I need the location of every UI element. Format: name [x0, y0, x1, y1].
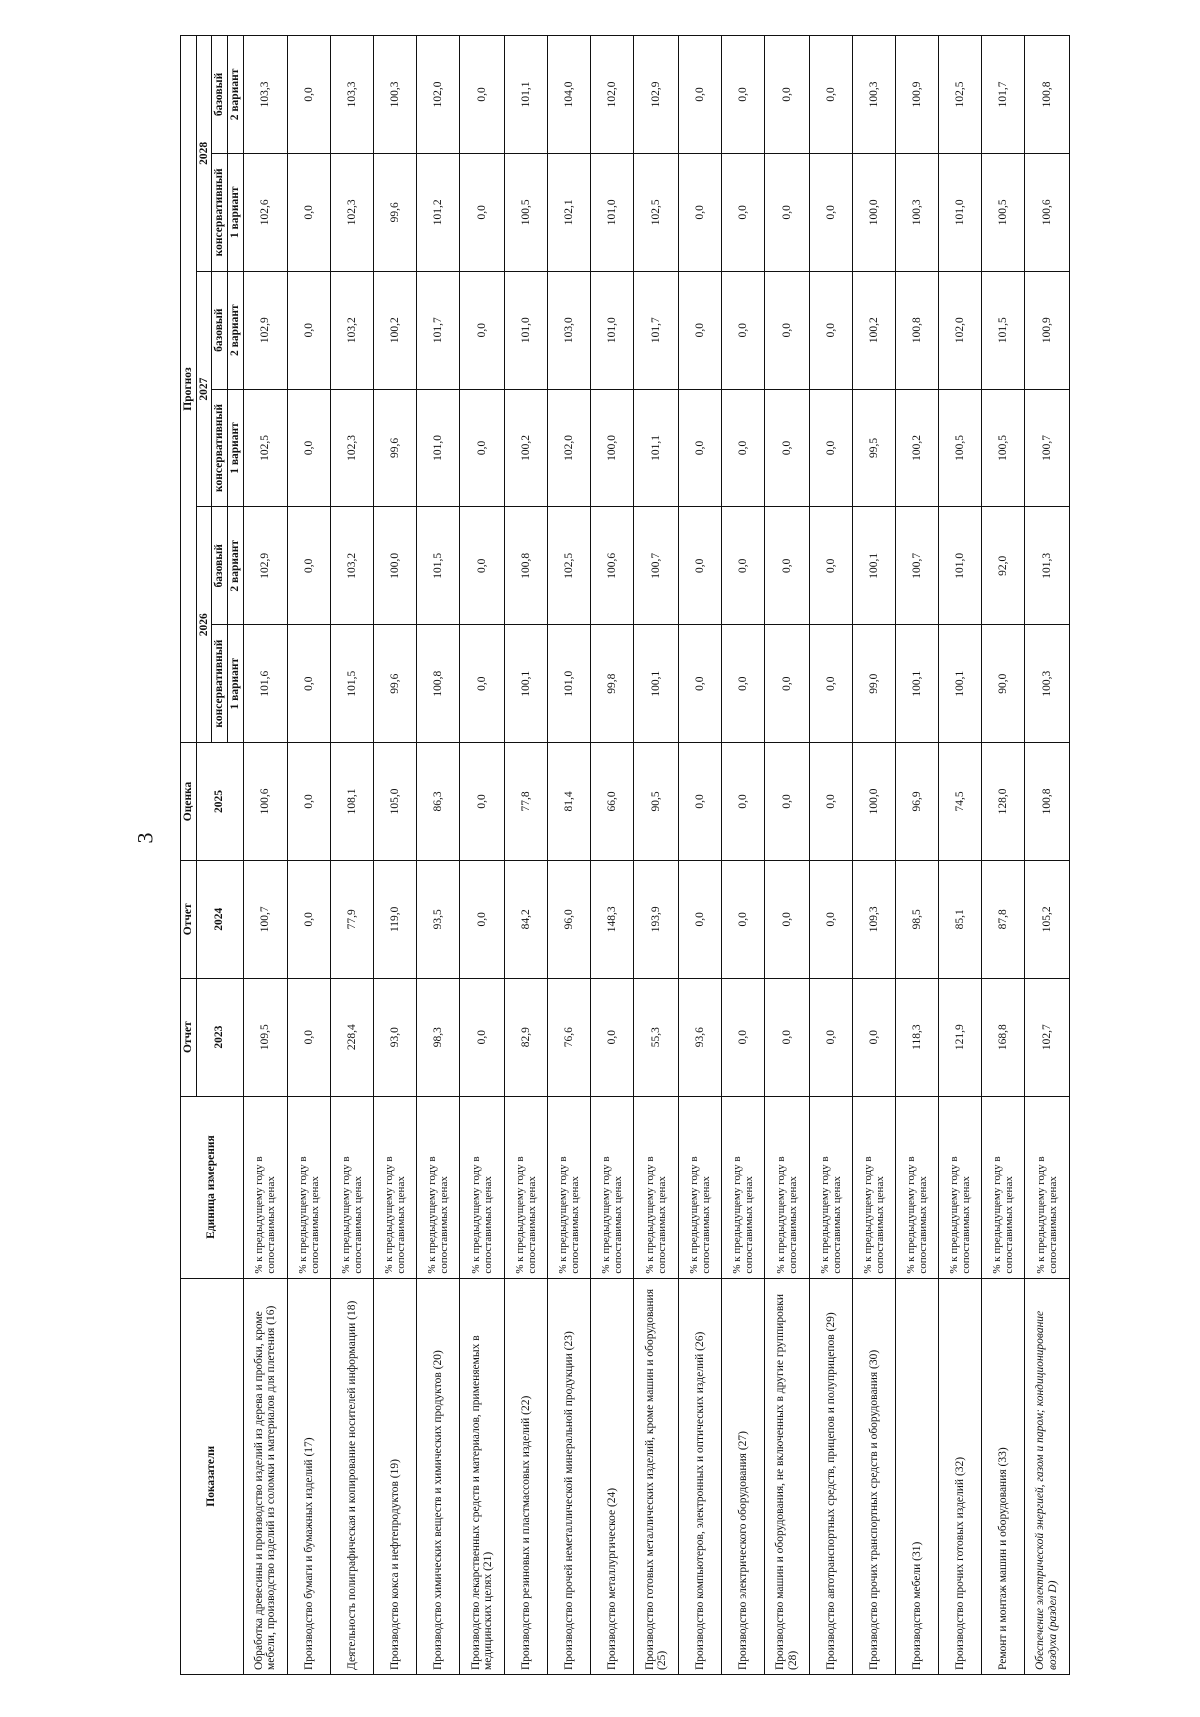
table-row: [374, 36, 417, 1675]
value-cell: 100,0: [852, 153, 895, 271]
value-cell: 0,0: [460, 271, 505, 389]
row-unit: % к предыдущему году в сопоставимых ценах: [852, 1096, 895, 1278]
value-cell: 0,0: [852, 978, 895, 1096]
value-cell: 0,0: [765, 36, 810, 154]
value-cell: 105,0: [374, 743, 417, 861]
table-row: [331, 36, 374, 1675]
header-year-2025: 2025: [196, 743, 243, 861]
row-indicator-name: Ремонт и монтаж машин и оборудования (33): [982, 1278, 1025, 1674]
row-unit: % к предыдущему году в сопоставимых ценах: [722, 1096, 765, 1278]
value-cell: 90,0: [982, 625, 1025, 743]
header-variant-1: 1 вариант: [227, 389, 243, 507]
header-variant-1: 1 вариант: [227, 625, 243, 743]
value-cell: 100,3: [895, 153, 938, 271]
value-cell: 100,2: [374, 271, 417, 389]
value-cell: 101,6: [243, 625, 288, 743]
value-cell: 100,1: [895, 625, 938, 743]
value-cell: 100,6: [1025, 153, 1070, 271]
value-cell: 100,1: [505, 625, 548, 743]
header-forecast: Прогноз: [181, 36, 197, 743]
table-row: [939, 36, 982, 1675]
value-cell: 100,5: [505, 153, 548, 271]
value-cell: 81,4: [548, 743, 591, 861]
value-cell: 102,6: [243, 153, 288, 271]
value-cell: 86,3: [417, 743, 460, 861]
row-unit: % к предыдущему году в сопоставимых ценах: [374, 1096, 417, 1278]
value-cell: 100,1: [939, 625, 982, 743]
value-cell: 0,0: [722, 625, 765, 743]
table-row: [722, 36, 765, 1675]
value-cell: 93,5: [417, 860, 460, 978]
value-cell: 0,0: [679, 625, 722, 743]
value-cell: 101,0: [939, 507, 982, 625]
value-cell: 100,5: [982, 389, 1025, 507]
value-cell: 0,0: [765, 271, 810, 389]
table-row: [895, 36, 938, 1675]
value-cell: 0,0: [288, 271, 331, 389]
value-cell: 102,7: [1025, 978, 1070, 1096]
rotated-table-container: [180, 35, 1070, 1675]
value-cell: 104,0: [548, 36, 591, 154]
row-unit: % к предыдущему году в сопоставимых ценах: [679, 1096, 722, 1278]
header-estimate: Оценка: [181, 743, 197, 861]
header-indicator: Показатели: [181, 1278, 244, 1674]
value-cell: 100,3: [1025, 625, 1070, 743]
table-row: [288, 36, 331, 1675]
header-basic: базовый: [212, 271, 228, 389]
value-cell: 100,0: [852, 743, 895, 861]
value-cell: 128,0: [982, 743, 1025, 861]
row-unit: % к предыдущему году в сопоставимых ценах: [809, 1096, 852, 1278]
table-row: [634, 36, 679, 1675]
row-indicator-name: Производство кокса и нефтепродуктов (19): [374, 1278, 417, 1674]
value-cell: 0,0: [722, 978, 765, 1096]
value-cell: 0,0: [809, 978, 852, 1096]
forecast-table: [180, 35, 1070, 1675]
header-unit: Единица измерения: [181, 1096, 244, 1278]
page-number: 3: [132, 832, 158, 844]
value-cell: 102,3: [331, 389, 374, 507]
value-cell: 0,0: [765, 978, 810, 1096]
value-cell: 96,0: [548, 860, 591, 978]
value-cell: 101,7: [417, 271, 460, 389]
table-row: [417, 36, 460, 1675]
value-cell: 0,0: [679, 389, 722, 507]
value-cell: 119,0: [374, 860, 417, 978]
header-basic: базовый: [212, 36, 228, 154]
value-cell: 0,0: [765, 860, 810, 978]
value-cell: 168,8: [982, 978, 1025, 1096]
table-row: [982, 36, 1025, 1675]
value-cell: 99,0: [852, 625, 895, 743]
table-row: [505, 36, 548, 1675]
value-cell: 0,0: [765, 507, 810, 625]
row-unit: % к предыдущему году в сопоставимых ценах: [288, 1096, 331, 1278]
table-row: [1025, 36, 1070, 1675]
value-cell: 101,0: [417, 389, 460, 507]
value-cell: 0,0: [722, 271, 765, 389]
value-cell: 102,5: [548, 507, 591, 625]
row-indicator-name: Производство мебели (31): [895, 1278, 938, 1674]
value-cell: 0,0: [765, 743, 810, 861]
value-cell: 0,0: [460, 743, 505, 861]
value-cell: 0,0: [722, 743, 765, 861]
value-cell: 0,0: [679, 153, 722, 271]
table-row: [591, 36, 634, 1675]
value-cell: 98,3: [417, 978, 460, 1096]
value-cell: 101,1: [505, 36, 548, 154]
value-cell: 0,0: [722, 507, 765, 625]
value-cell: 0,0: [809, 860, 852, 978]
row-indicator-name: Производство лекарственных средств и материалов, применяемых в медицинских целях (21): [460, 1278, 505, 1674]
value-cell: 0,0: [809, 389, 852, 507]
value-cell: 0,0: [722, 36, 765, 154]
row-unit: % к предыдущему году в сопоставимых ценах: [982, 1096, 1025, 1278]
row-indicator-name: Производство прочих готовых изделий (32): [939, 1278, 982, 1674]
value-cell: 100,3: [852, 36, 895, 154]
value-cell: 100,9: [1025, 271, 1070, 389]
header-variant-2: 2 вариант: [227, 36, 243, 154]
value-cell: 0,0: [460, 625, 505, 743]
value-cell: 109,3: [852, 860, 895, 978]
value-cell: 100,7: [634, 507, 679, 625]
value-cell: 55,3: [634, 978, 679, 1096]
row-unit: % к предыдущему году в сопоставимых ценах: [548, 1096, 591, 1278]
value-cell: 0,0: [591, 978, 634, 1096]
row-unit: % к предыдущему году в сопоставимых ценах: [895, 1096, 938, 1278]
value-cell: 0,0: [288, 153, 331, 271]
header-report-2023: Отчет: [181, 978, 197, 1096]
row-indicator-name: Производство бумаги и бумажных изделий (17): [288, 1278, 331, 1674]
value-cell: 76,6: [548, 978, 591, 1096]
value-cell: 100,0: [374, 507, 417, 625]
row-indicator-name: Производство компьютеров, электронных и оптических изделий (26): [679, 1278, 722, 1674]
value-cell: 100,2: [505, 389, 548, 507]
value-cell: 102,5: [939, 36, 982, 154]
value-cell: 101,7: [634, 271, 679, 389]
value-cell: 102,9: [243, 507, 288, 625]
value-cell: 0,0: [809, 625, 852, 743]
value-cell: 102,3: [331, 153, 374, 271]
value-cell: 102,1: [548, 153, 591, 271]
row-indicator-name: Производство машин и оборудования, не включенных в другие группировки (28): [765, 1278, 810, 1674]
header-year-2027: 2027: [196, 271, 212, 507]
value-cell: 100,6: [243, 743, 288, 861]
value-cell: 101,0: [548, 625, 591, 743]
table-row: [243, 36, 288, 1675]
value-cell: 0,0: [722, 860, 765, 978]
value-cell: 102,5: [634, 153, 679, 271]
value-cell: 0,0: [460, 978, 505, 1096]
value-cell: 102,0: [417, 36, 460, 154]
value-cell: 108,1: [331, 743, 374, 861]
value-cell: 0,0: [722, 153, 765, 271]
row-unit: % к предыдущему году в сопоставимых ценах: [243, 1096, 288, 1278]
value-cell: 77,8: [505, 743, 548, 861]
row-indicator-name: Производство готовых металлических изделий, кроме машин и оборудования (25): [634, 1278, 679, 1674]
value-cell: 0,0: [722, 389, 765, 507]
header-conservative: консервативный: [212, 389, 228, 507]
value-cell: 101,3: [1025, 507, 1070, 625]
value-cell: 0,0: [809, 36, 852, 154]
value-cell: 105,2: [1025, 860, 1070, 978]
value-cell: 118,3: [895, 978, 938, 1096]
row-indicator-name: Обработка древесины и производство изделий из дерева и пробки, кроме мебели, производство изделий из соломки и материалов для плетения (16): [243, 1278, 288, 1674]
table-row: [460, 36, 505, 1675]
value-cell: 0,0: [460, 389, 505, 507]
value-cell: 100,1: [634, 625, 679, 743]
value-cell: 100,5: [982, 153, 1025, 271]
row-indicator-name: Производство прочей неметаллической минеральной продукции (23): [548, 1278, 591, 1674]
value-cell: 100,9: [895, 36, 938, 154]
value-cell: 0,0: [809, 507, 852, 625]
row-unit: % к предыдущему году в сопоставимых ценах: [939, 1096, 982, 1278]
row-unit: % к предыдущему году в сопоставимых ценах: [1025, 1096, 1070, 1278]
value-cell: 0,0: [460, 153, 505, 271]
value-cell: 100,1: [852, 507, 895, 625]
value-cell: 100,0: [591, 389, 634, 507]
value-cell: 101,7: [982, 36, 1025, 154]
value-cell: 193,9: [634, 860, 679, 978]
value-cell: 77,9: [331, 860, 374, 978]
value-cell: 100,2: [852, 271, 895, 389]
header-year-2023: 2023: [196, 978, 243, 1096]
row-indicator-name: Производство электрического оборудования (27): [722, 1278, 765, 1674]
value-cell: 99,6: [374, 153, 417, 271]
value-cell: 0,0: [288, 743, 331, 861]
row-indicator-name: Производство резиновых и пластмассовых изделий (22): [505, 1278, 548, 1674]
header-year-2026: 2026: [196, 507, 212, 743]
value-cell: 100,6: [591, 507, 634, 625]
value-cell: 0,0: [809, 271, 852, 389]
value-cell: 85,1: [939, 860, 982, 978]
value-cell: 100,8: [895, 271, 938, 389]
value-cell: 100,8: [417, 625, 460, 743]
value-cell: 0,0: [765, 625, 810, 743]
row-indicator-name: Производство химических веществ и химических продуктов (20): [417, 1278, 460, 1674]
table-row: [548, 36, 591, 1675]
header-variant-1: 1 вариант: [227, 153, 243, 271]
value-cell: 101,0: [591, 271, 634, 389]
value-cell: 0,0: [288, 389, 331, 507]
row-unit: % к предыдущему году в сопоставимых ценах: [765, 1096, 810, 1278]
value-cell: 0,0: [460, 36, 505, 154]
value-cell: 0,0: [679, 743, 722, 861]
table-row: [679, 36, 722, 1675]
value-cell: 96,9: [895, 743, 938, 861]
value-cell: 102,0: [591, 36, 634, 154]
value-cell: 0,0: [679, 36, 722, 154]
value-cell: 0,0: [809, 153, 852, 271]
value-cell: 0,0: [288, 36, 331, 154]
value-cell: 101,0: [505, 271, 548, 389]
value-cell: 102,9: [634, 36, 679, 154]
value-cell: 103,3: [331, 36, 374, 154]
row-unit: % к предыдущему году в сопоставимых ценах: [331, 1096, 374, 1278]
value-cell: 102,5: [243, 389, 288, 507]
value-cell: 101,5: [331, 625, 374, 743]
value-cell: 100,7: [1025, 389, 1070, 507]
value-cell: 99,8: [591, 625, 634, 743]
value-cell: 148,3: [591, 860, 634, 978]
value-cell: 0,0: [679, 860, 722, 978]
value-cell: 0,0: [765, 153, 810, 271]
table-row: [809, 36, 852, 1675]
value-cell: 101,0: [591, 153, 634, 271]
value-cell: 228,4: [331, 978, 374, 1096]
value-cell: 92,0: [982, 507, 1025, 625]
value-cell: 101,0: [939, 153, 982, 271]
value-cell: 103,3: [243, 36, 288, 154]
value-cell: 84,2: [505, 860, 548, 978]
value-cell: 0,0: [288, 625, 331, 743]
value-cell: 101,1: [634, 389, 679, 507]
value-cell: 74,5: [939, 743, 982, 861]
value-cell: 103,0: [548, 271, 591, 389]
value-cell: 99,6: [374, 389, 417, 507]
table-row: [852, 36, 895, 1675]
value-cell: 0,0: [679, 507, 722, 625]
value-cell: 102,9: [243, 271, 288, 389]
header-report-2024: Отчет: [181, 860, 197, 978]
row-indicator-name: Деятельность полиграфическая и копирование носителей информации (18): [331, 1278, 374, 1674]
row-unit: % к предыдущему году в сопоставимых ценах: [634, 1096, 679, 1278]
value-cell: 99,6: [374, 625, 417, 743]
value-cell: 93,6: [679, 978, 722, 1096]
row-indicator-name: Производство прочих транспортных средств и оборудования (30): [852, 1278, 895, 1674]
value-cell: 103,2: [331, 271, 374, 389]
value-cell: 0,0: [288, 507, 331, 625]
value-cell: 101,5: [982, 271, 1025, 389]
value-cell: 100,3: [374, 36, 417, 154]
value-cell: 121,9: [939, 978, 982, 1096]
header-variant-2: 2 вариант: [227, 507, 243, 625]
value-cell: 0,0: [288, 978, 331, 1096]
value-cell: 0,0: [679, 271, 722, 389]
value-cell: 0,0: [460, 507, 505, 625]
header-year-2028: 2028: [196, 36, 212, 272]
value-cell: 100,8: [505, 507, 548, 625]
row-unit: % к предыдущему году в сопоставимых ценах: [505, 1096, 548, 1278]
header-conservative: консервативный: [212, 625, 228, 743]
value-cell: 102,0: [548, 389, 591, 507]
value-cell: 90,5: [634, 743, 679, 861]
value-cell: 93,0: [374, 978, 417, 1096]
row-indicator-name: Производство металлургическое (24): [591, 1278, 634, 1674]
row-unit: % к предыдущему году в сопоставимых ценах: [460, 1096, 505, 1278]
header-variant-2: 2 вариант: [227, 271, 243, 389]
value-cell: 100,8: [1025, 743, 1070, 861]
value-cell: 0,0: [809, 743, 852, 861]
value-cell: 98,5: [895, 860, 938, 978]
row-unit: % к предыдущему году в сопоставимых ценах: [417, 1096, 460, 1278]
row-indicator-name: Обеспечение электрической энергией, газом и паром; кондиционирование воздуха (раздел D): [1025, 1278, 1070, 1674]
value-cell: 100,7: [895, 507, 938, 625]
value-cell: 101,2: [417, 153, 460, 271]
header-basic: базовый: [212, 507, 228, 625]
value-cell: 100,8: [1025, 36, 1070, 154]
table-body: [243, 36, 1069, 1675]
value-cell: 82,9: [505, 978, 548, 1096]
value-cell: 109,5: [243, 978, 288, 1096]
value-cell: 0,0: [460, 860, 505, 978]
value-cell: 103,2: [331, 507, 374, 625]
value-cell: 100,5: [939, 389, 982, 507]
row-indicator-name: Производство автотранспортных средств, прицепов и полуприцепов (29): [809, 1278, 852, 1674]
table-row: [765, 36, 810, 1675]
value-cell: 99,5: [852, 389, 895, 507]
value-cell: 100,7: [243, 860, 288, 978]
value-cell: 87,8: [982, 860, 1025, 978]
value-cell: 100,2: [895, 389, 938, 507]
value-cell: 0,0: [288, 860, 331, 978]
header-conservative: консервативный: [212, 153, 228, 271]
value-cell: 102,0: [939, 271, 982, 389]
header-year-2024: 2024: [196, 860, 243, 978]
value-cell: 101,5: [417, 507, 460, 625]
value-cell: 66,0: [591, 743, 634, 861]
value-cell: 0,0: [765, 389, 810, 507]
row-unit: % к предыдущему году в сопоставимых ценах: [591, 1096, 634, 1278]
